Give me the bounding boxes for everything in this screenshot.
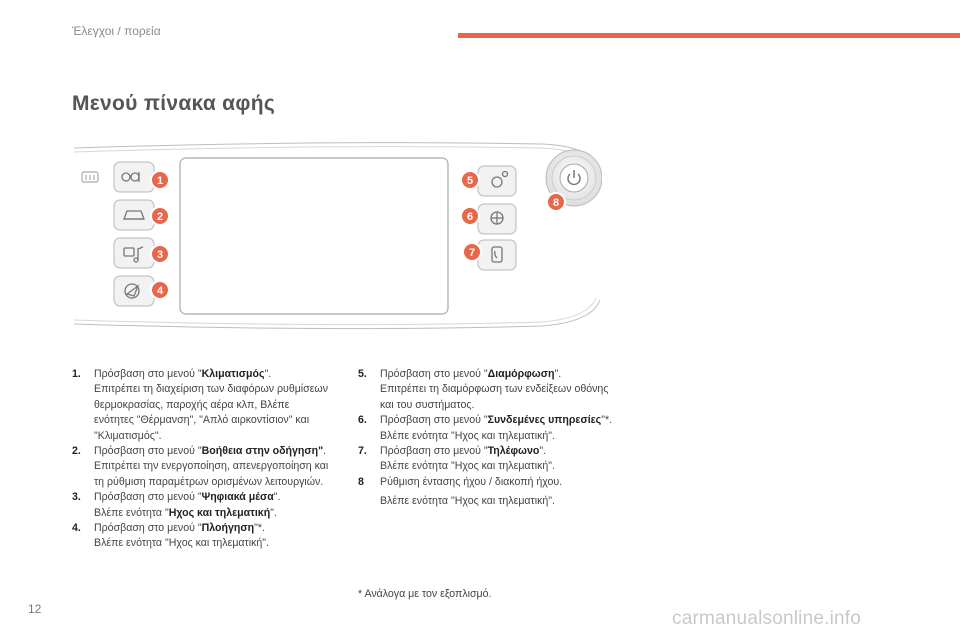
page-title: Μενού πίνακα αφής [72, 92, 276, 115]
section-header: Έλεγχοι / πορεία [72, 24, 161, 38]
callout-5: 5 [466, 175, 474, 187]
item-number: 7. [358, 445, 367, 458]
list-item: 6. Πρόσβαση στο μενού "Συνδεμένες υπηρεσίες"*. Βλέπε ενότητα "Ηχος και τηλεματική". [358, 414, 613, 442]
items-left-column [72, 367, 332, 552]
list-item: 7. Πρόσβαση στο μενού "Τηλέφωνο". Βλέπε ενότητα "Ηχος και τηλεματική". [358, 445, 555, 473]
touchscreen-diagram [72, 130, 602, 340]
items-right-column [358, 367, 618, 510]
item-number: 3. [72, 491, 81, 504]
list-item: 2. Πρόσβαση στο μενού "Βοήθεια στην οδήγηση". Επιτρέπει την ενεργοποίηση, απενεργοποίηση και τη ρύθμιση παραμέτρων ορισμένων λειτουργιών. [72, 445, 329, 488]
item-number: 8 [358, 475, 364, 488]
list-item: 5. Πρόσβαση στο μενού "Διαμόρφωση". Επιτρέπει τη διαμόρφωση των ενδείξεων οθόνης και του συστήματος. [358, 368, 609, 411]
callout-2: 2 [156, 211, 164, 223]
left-button-panel [114, 162, 154, 306]
item-description: Επιτρέπει την ενεργοποίηση, απενεργοποίηση και τη ρύθμιση παραμέτρων ορισμένων λειτουργιών. [94, 460, 329, 488]
callout-3: 3 [156, 249, 164, 261]
item-number: 4. [72, 522, 81, 535]
item-number: 1. [72, 368, 81, 380]
right-button-panel [478, 166, 516, 270]
item-description: Βλέπε ενότητα "Ηχος και τηλεματική". [380, 429, 555, 442]
item-description: Βλέπε ενότητα "Ηχος και τηλεματική". [94, 537, 269, 550]
watermark: carmanualsonline.info [672, 608, 862, 629]
vent-icon [82, 172, 98, 182]
footnote: * Ανάλογα με τον εξοπλισμό. [358, 588, 492, 600]
callout-6: 6 [466, 211, 474, 223]
item-description: Επιτρέπει τη διαμόρφωση των ενδείξεων οθόνης και του συστήματος. [380, 383, 609, 411]
page-number: 12 [28, 602, 42, 616]
item-number: 6. [358, 414, 367, 427]
item-number: 2. [72, 445, 81, 458]
list-item: 1. Πρόσβαση στο μενού "Κλιματισμός". Επιτρέπει τη διαχείριση των διαφόρων ρυθμίσεων θερμοκρασίας, παροχής αέρα κλπ, Βλέπε ενότητες "Θέρμανση", "Απλό αιρκοντίσιον" και "Κλιματισμός". [72, 368, 328, 442]
callout-8: 8 [552, 197, 560, 209]
list-item: 8 Ρύθμιση έντασης ήχου / διακοπή ήχου. Βλέπε ενότητα "Ηχος και τηλεματική". [358, 475, 618, 510]
item-description: Βλέπε ενότητα "Ηχος και τηλεματική". [380, 495, 555, 508]
header-accent-bar [458, 33, 960, 38]
callout-7: 7 [468, 247, 476, 259]
connected-services-icon [491, 212, 503, 224]
list-item: 4. Πρόσβαση στο μενού "Πλοήγηση"*. Βλέπε ενότητα "Ηχος και τηλεματική". [72, 522, 269, 550]
item-number: 5. [358, 368, 367, 380]
item-description: Επιτρέπει τη διαχείριση των διαφόρων ρυθμίσεων θερμοκρασίας, παροχής αέρα κλπ, Βλέπε ενότητες "Θέρμανση", "Απλό αιρκοντίσιον" και "Κλιματισμός". [94, 383, 328, 442]
item-description: Βλέπε ενότητα "Ηχος και τηλεματική". [380, 460, 555, 473]
callout-4: 4 [156, 285, 164, 297]
touchscreen [180, 158, 448, 314]
callout-1: 1 [156, 175, 164, 187]
list-item: 3. Πρόσβαση στο μενού "Ψηφιακά μέσα". Βλέπε ενότητα "Ηχος και τηλεματική". [72, 491, 281, 519]
